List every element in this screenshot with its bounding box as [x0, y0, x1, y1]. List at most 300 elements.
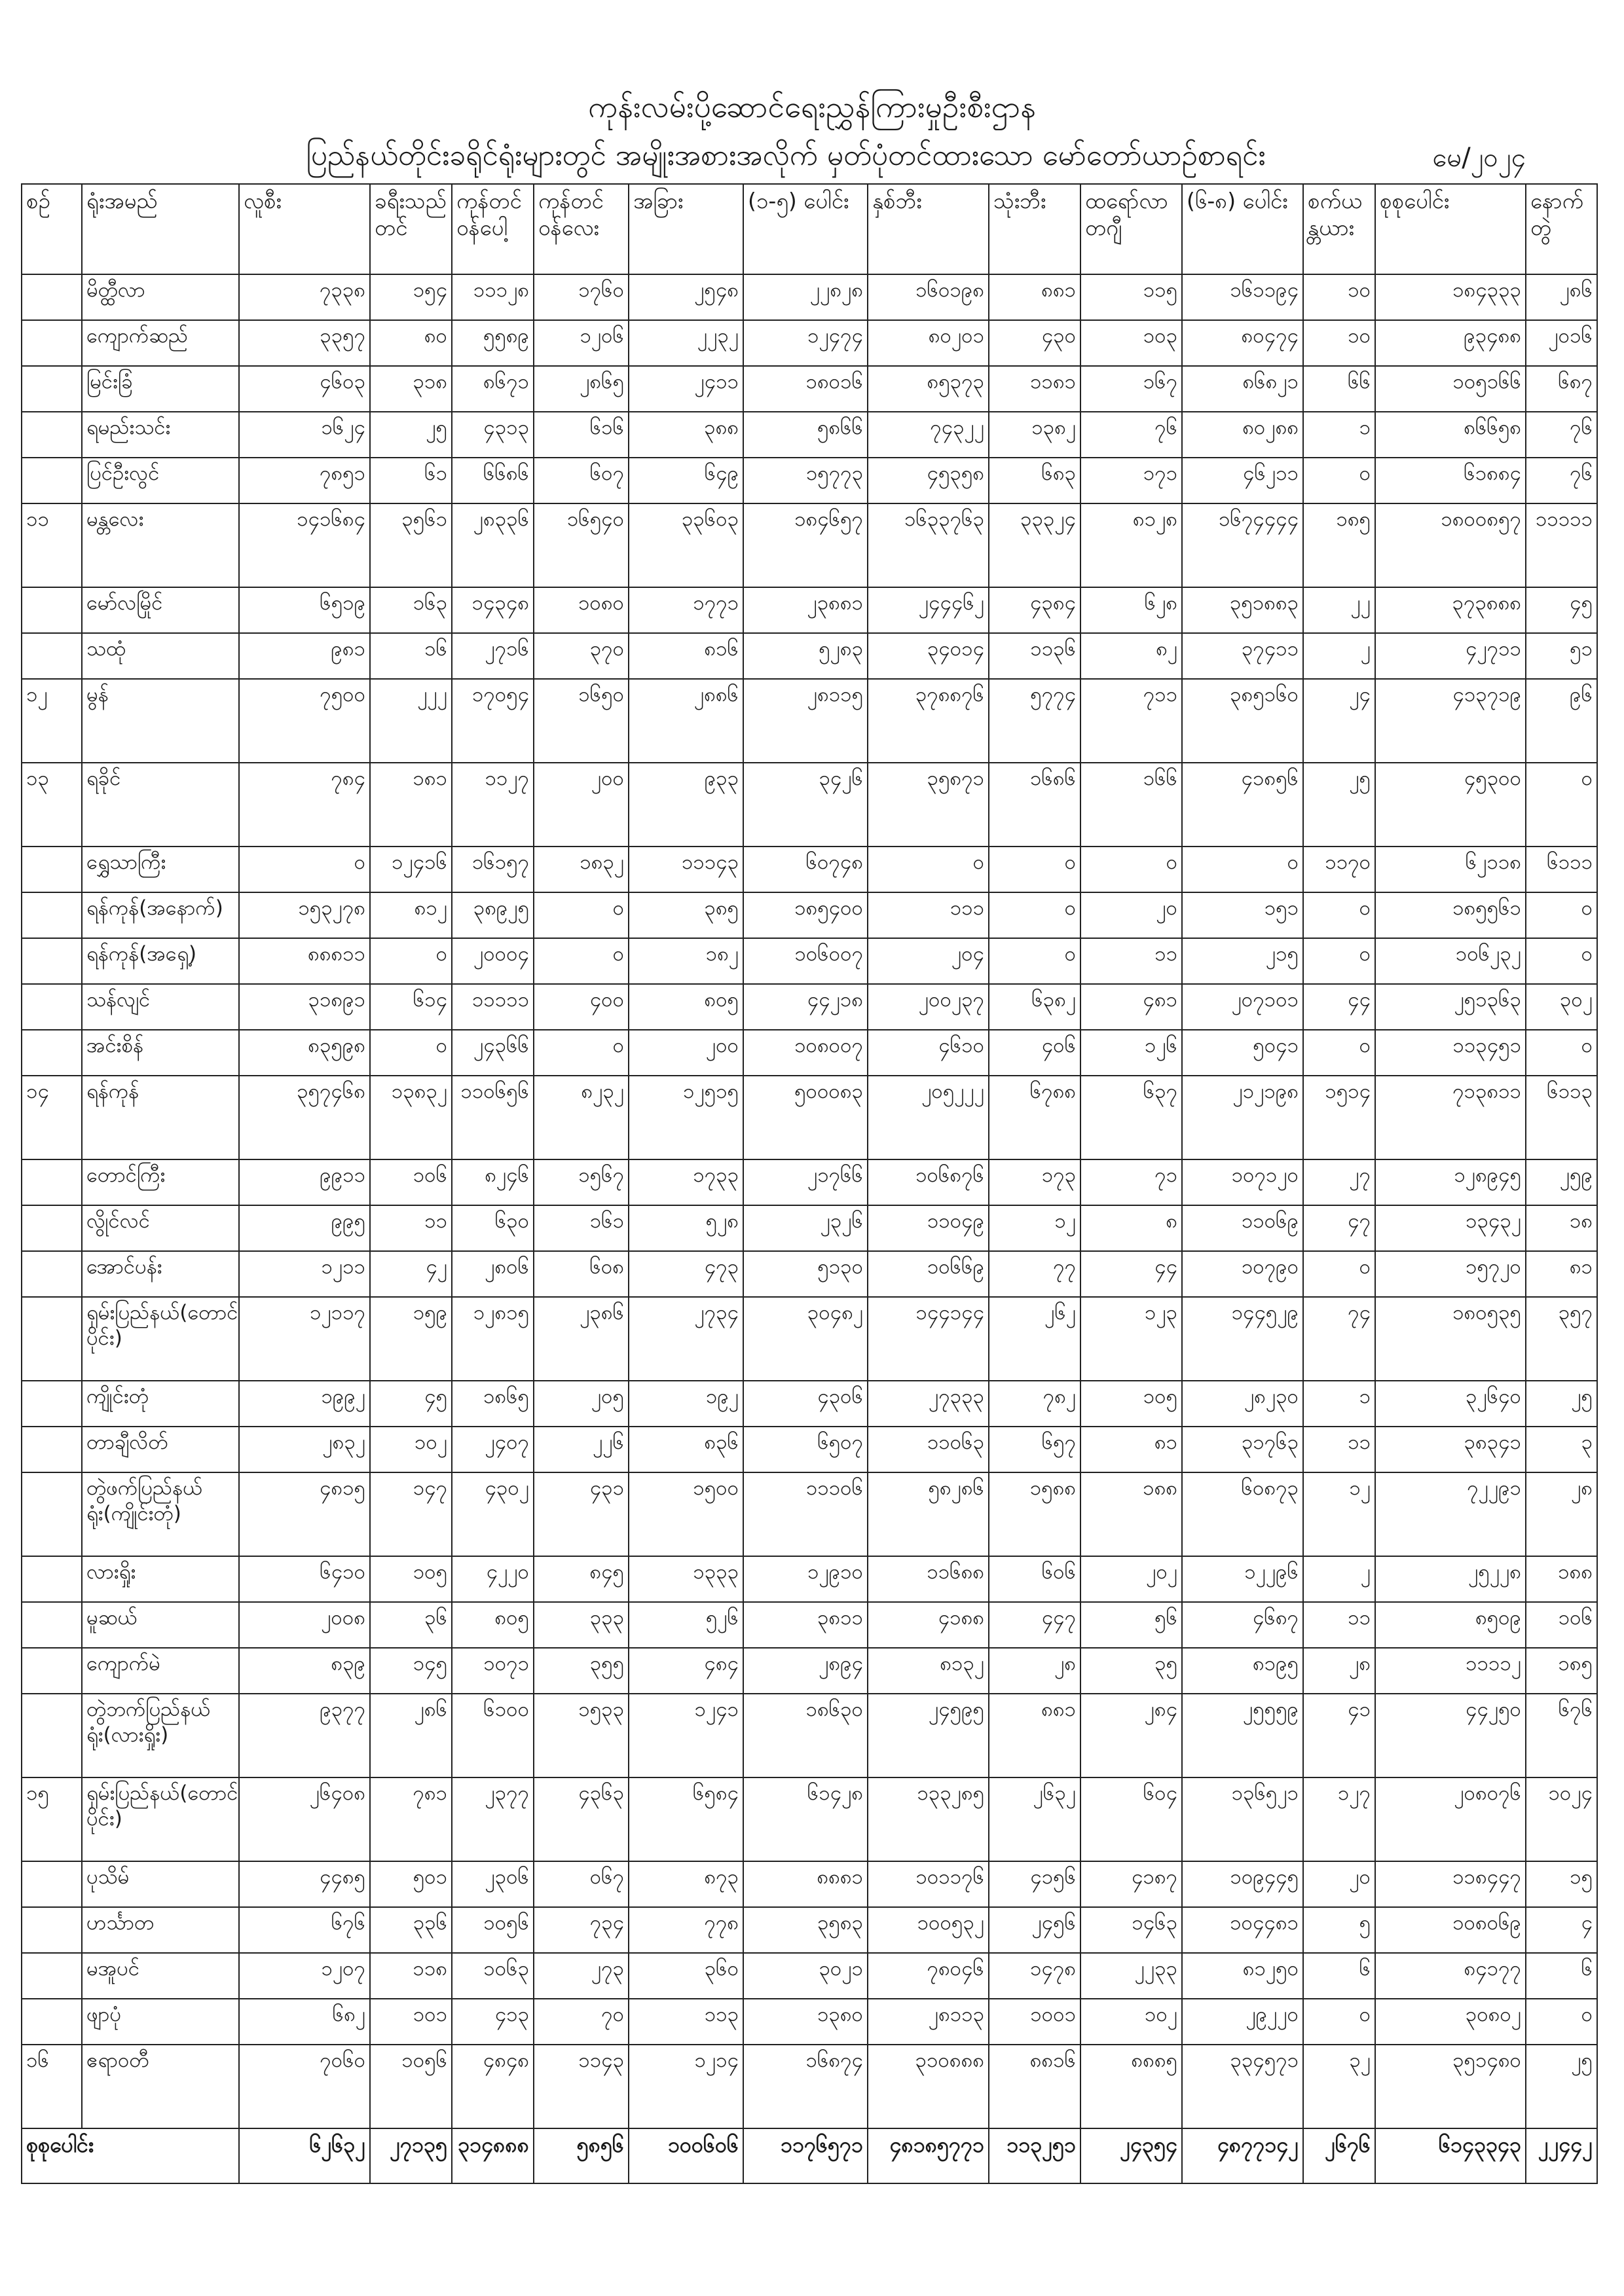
cell-value: ၁၅၆၇ [534, 1159, 629, 1205]
cell-value: ၀ [1303, 1251, 1375, 1297]
cell-value: ၁၈၅ [1303, 503, 1375, 587]
cell-value: ၇၇၈ [629, 1907, 743, 1953]
header-row [22, 184, 1597, 274]
cell-value: ၅၈၆၆ [743, 412, 868, 458]
cell-value: ၈၈၁၆ [989, 2045, 1080, 2128]
cell-value: ၅၁၃၀ [743, 1251, 868, 1297]
cell-value: ၃၂ [1303, 2045, 1375, 2128]
column-header: ထရော်လာ တဂျီ [1080, 184, 1182, 274]
cell-value: ၈၁၉၅ [1182, 1648, 1303, 1694]
cell-value: ၇၈၅၁ [239, 458, 370, 503]
cell-value: ၄၄၇ [989, 1602, 1080, 1648]
cell-value: ၀ [1526, 892, 1597, 938]
office-name: မန္တလေး [82, 503, 239, 587]
cell-value: ၆၅၀၇ [743, 1427, 868, 1472]
cell-value: ၇၅၀၀ [239, 679, 370, 763]
total-label: စုစုပေါင်း [22, 2128, 239, 2183]
cell-value: ၁၁၀၆၅၆ [452, 1076, 534, 1159]
cell-value: ၄၅ [1526, 587, 1597, 633]
table-row [22, 503, 1597, 587]
cell-value: ၁၆၇ [1080, 366, 1182, 412]
cell-value: ၄၆၂၁၁ [1182, 458, 1303, 503]
total-value: ၅၈၅၆ [534, 2128, 629, 2183]
cell-value: ၄၁၈၈ [868, 1602, 989, 1648]
cell-value: ၀ [868, 847, 989, 892]
cell-value: ၁၈၀၀၈၅၇ [1375, 503, 1526, 587]
cell-value: ၈၂၃၂ [534, 1076, 629, 1159]
cell-value: ၁ [1303, 1381, 1375, 1427]
cell-value: ၈၆၈၂၁ [1182, 366, 1303, 412]
table-row [22, 938, 1597, 984]
cell-value: ၄၃၀၆ [743, 1381, 868, 1427]
office-name: မူဆယ် [82, 1602, 239, 1648]
cell-value: ၀ [1080, 847, 1182, 892]
cell-value: ၂၂၃၂ [629, 320, 743, 366]
cell-value: ၆၄၁၀ [239, 1556, 370, 1602]
cell-value: ၃၁၈၉၁ [239, 984, 370, 1030]
cell-value: ၂၁၂၁၉၈ [1182, 1076, 1303, 1159]
cell-value: ၁၈၀၅၃၅ [1375, 1297, 1526, 1381]
row-serial: ၁၃ [22, 763, 82, 847]
office-name: အောင်ပန်း [82, 1251, 239, 1297]
cell-value: ၁၁၆၈၈ [868, 1556, 989, 1602]
cell-value: ၆၁၁၁ [1526, 847, 1597, 892]
cell-value: ၁၁၁၁၁ [452, 984, 534, 1030]
cell-value: ၁၀၆၃ [452, 1953, 534, 1999]
cell-value: ၁၈၄၆၅၇ [743, 503, 868, 587]
cell-value: ၀ [534, 938, 629, 984]
cell-value: ၄၄၈၅ [239, 1861, 370, 1907]
cell-value: ၄၈၁ [1080, 984, 1182, 1030]
row-serial: ၁၂ [22, 679, 82, 763]
cell-value: ၈၀၄၇၄ [1182, 320, 1303, 366]
cell-value: ၁၇၃၃ [629, 1159, 743, 1205]
cell-value: ၄၁၈၅၆ [1182, 763, 1303, 847]
cell-value: ၂၈ [1303, 1648, 1375, 1694]
cell-value: ၁၂၁၁၇ [239, 1297, 370, 1381]
cell-value: ၃၅၈၇၁ [868, 763, 989, 847]
cell-value: ၁၈၅ [1526, 1648, 1597, 1694]
cell-value: ၁၈၅၄၀၀ [743, 892, 868, 938]
row-serial [22, 1648, 82, 1694]
cell-value: ၂၀၀ [534, 763, 629, 847]
cell-value: ၂၃၀၆ [452, 1861, 534, 1907]
cell-value: ၆၇၆ [239, 1907, 370, 1953]
cell-value: ၁၀၈၀ [534, 587, 629, 633]
cell-value: ၂၈ [989, 1648, 1080, 1694]
cell-value: ၃၀၄၈၂ [743, 1297, 868, 1381]
cell-value: ၁၁၀၆၃ [868, 1427, 989, 1472]
cell-value: ၁၁၃၆ [989, 633, 1080, 679]
row-serial: ၁၄ [22, 1076, 82, 1159]
cell-value: ၆၆၈၆ [452, 458, 534, 503]
cell-value: ၈၀၅ [452, 1602, 534, 1648]
cell-value: ၆၅၈၄ [629, 1777, 743, 1861]
cell-value: ၁၅၇၇၃ [743, 458, 868, 503]
cell-value: ၁၂ [1303, 1472, 1375, 1556]
cell-value: ၁၁၁ [868, 892, 989, 938]
cell-value: ၁၁၁၁၂ [1375, 1648, 1526, 1694]
cell-value: ၄၇ [1303, 1205, 1375, 1251]
cell-value: ၄၁၃၇၁၉ [1375, 679, 1526, 763]
cell-value: ၈၁၂ [370, 892, 452, 938]
cell-value: ၂၆၃၂ [989, 1777, 1080, 1861]
cell-value: ၂၀ [1080, 892, 1182, 938]
cell-value: ၀ [1182, 847, 1303, 892]
cell-value: ၁၀၁၁၇၆ [868, 1861, 989, 1907]
cell-value: ၁၆၈၆ [989, 763, 1080, 847]
cell-value: ၁၀၈၀၀၇ [743, 1030, 868, 1076]
cell-value: ၈၃၉ [239, 1648, 370, 1694]
cell-value: ၆၀၈၇၃ [1182, 1472, 1303, 1556]
cell-value: ၆၁၁၃ [1526, 1076, 1597, 1159]
cell-value: ၁၁၈ [370, 1953, 452, 1999]
cell-value: ၄၁၅၆ [989, 1861, 1080, 1907]
cell-value: ၆၃၀ [452, 1205, 534, 1251]
cell-value: ၈၀၂၀၁ [868, 320, 989, 366]
cell-value: ၂၈၃၃၆ [452, 503, 534, 587]
table-row [22, 847, 1597, 892]
cell-value: ၇၂၂၉၁ [1375, 1472, 1526, 1556]
cell-value: ၁၄၄၁၄၄ [868, 1297, 989, 1381]
cell-value: ၁၂၁၁ [239, 1251, 370, 1297]
cell-value: ၉၃၃ [629, 763, 743, 847]
cell-value: ၉၉၅ [239, 1205, 370, 1251]
cell-value: ၆၅၇ [989, 1427, 1080, 1472]
cell-value: ၃၇၃၈၈၈ [1375, 587, 1526, 633]
cell-value: ၁၀၇၉၀ [1182, 1251, 1303, 1297]
cell-value: ၁၂၀၆ [534, 320, 629, 366]
row-serial [22, 1472, 82, 1556]
cell-value: ၃၃၆၀၃ [629, 503, 743, 587]
cell-value: ၀ [534, 892, 629, 938]
cell-value: ၁၅၃၂၇၈ [239, 892, 370, 938]
cell-value: ၄၄ [1080, 1251, 1182, 1297]
cell-value: ၂၈၉၄ [743, 1648, 868, 1694]
cell-value: ၈၃၆ [629, 1427, 743, 1472]
table-row [22, 1205, 1597, 1251]
table-row [22, 1427, 1597, 1472]
cell-value: ၀ [1303, 1030, 1375, 1076]
cell-value: ၂၇၁၆ [452, 633, 534, 679]
cell-value: ၇၀ [534, 1999, 629, 2045]
cell-value: ၄၄ [1303, 984, 1375, 1030]
cell-value: ၁၀၆ [370, 1159, 452, 1205]
cell-value: ၁၄၁၆၈၄ [239, 503, 370, 587]
cell-value: ၀ [1303, 458, 1375, 503]
cell-value: ၁၀၂ [370, 1427, 452, 1472]
table-row [22, 1694, 1597, 1777]
office-name: ပုသိမ် [82, 1861, 239, 1907]
cell-value: ၀ [370, 1030, 452, 1076]
cell-value: ၁၀၆၂၃၂ [1375, 938, 1526, 984]
cell-value: ၁၂၄၇၄ [743, 320, 868, 366]
table-row [22, 1030, 1597, 1076]
cell-value: ၁၆၆ [1080, 763, 1182, 847]
cell-value: ၄၄၂၁၈ [743, 984, 868, 1030]
cell-value: ၄၈၄၈ [452, 2045, 534, 2128]
cell-value: ၀ [534, 1030, 629, 1076]
cell-value: ၂၄၄၄၆၂ [868, 587, 989, 633]
cell-value: ၁၇၇၁ [629, 587, 743, 633]
cell-value: ၁၃၄၃၂ [1375, 1205, 1526, 1251]
column-header: လူစီး [239, 184, 370, 274]
office-name: မြင်းခြံ [82, 366, 239, 412]
cell-value: ၁၅၈၈ [989, 1472, 1080, 1556]
cell-value: ၄၈၄ [629, 1648, 743, 1694]
cell-value: ၁၀၂ [1080, 1999, 1182, 2045]
table-row [22, 587, 1597, 633]
cell-value: ၁၄၃၄၈ [452, 587, 534, 633]
cell-value: ၀ [1526, 938, 1597, 984]
cell-value: ၈၀၂၈၈ [1182, 412, 1303, 458]
cell-value: ၆ [1526, 1953, 1597, 1999]
office-name: ရမည်းသင်း [82, 412, 239, 458]
cell-value: ၁၁၃ [629, 1999, 743, 2045]
total-value: ၁၀၀၆၀၆ [629, 2128, 743, 2183]
cell-value: ၂၅ [370, 412, 452, 458]
column-header: (၆-၈) ပေါင်း [1182, 184, 1303, 274]
cell-value: ၁၀၅ [370, 1556, 452, 1602]
total-value: ၁၁၃၂၅၁ [989, 2128, 1080, 2183]
cell-value: ၄၂ [370, 1251, 452, 1297]
office-name: သထုံ [82, 633, 239, 679]
column-header: နှစ်ဘီး [868, 184, 989, 274]
cell-value: ၈၂၄၆ [452, 1159, 534, 1205]
cell-value: ၃၇၄၁၁ [1182, 633, 1303, 679]
cell-value: ၁၇၃ [989, 1159, 1080, 1205]
cell-value: ၂၅ [1526, 1381, 1597, 1427]
cell-value: ၆၁၄၂၈ [743, 1777, 868, 1861]
table-row [22, 1907, 1597, 1953]
row-serial [22, 1251, 82, 1297]
cell-value: ၈၈၁ [989, 1694, 1080, 1777]
table-row [22, 679, 1597, 763]
cell-value: ၁၅၇၂၀ [1375, 1251, 1526, 1297]
cell-value: ၁၀၅၁၆၆ [1375, 366, 1526, 412]
cell-value: ၆၁၈၈၄ [1375, 458, 1526, 503]
cell-value: ၄၁ [1303, 1694, 1375, 1777]
cell-value: ၁၃၃၃ [629, 1556, 743, 1602]
cell-value: ၁၂၉၁၀ [743, 1556, 868, 1602]
cell-value: ၇၄ [1303, 1297, 1375, 1381]
office-name: တာချီလိတ် [82, 1427, 239, 1472]
cell-value: ၁၈၆၅ [452, 1381, 534, 1427]
total-row [22, 2128, 1597, 2183]
cell-value: ၀ [1303, 892, 1375, 938]
cell-value: ၈၁၂၅၀ [1182, 1953, 1303, 1999]
cell-value: ၆၃၈၂ [989, 984, 1080, 1030]
cell-value: ၁၂၈၉၄၅ [1375, 1159, 1526, 1205]
cell-value: ၁၂၈၁၅ [452, 1297, 534, 1381]
cell-value: ၁၄၇၈ [989, 1953, 1080, 1999]
cell-value: ၃၃၅၇ [239, 320, 370, 366]
cell-value: ၃၅၈၃ [743, 1907, 868, 1953]
cell-value: ၂၃၇၇ [452, 1777, 534, 1861]
cell-value: ၆၄၉ [629, 458, 743, 503]
cell-value: ၁၆၇၄၄၄၄ [1182, 503, 1303, 587]
cell-value: ၂၀၈၀၇၆ [1375, 1777, 1526, 1861]
office-name: ရန်ကုန်(အနောက်) [82, 892, 239, 938]
cell-value: ၃၈၃၄၁ [1375, 1427, 1526, 1472]
cell-value: ၃၈၁၁ [743, 1602, 868, 1648]
row-serial [22, 1694, 82, 1777]
cell-value: ၆၂၈ [1080, 587, 1182, 633]
cell-value: ၄၃၀၂ [452, 1472, 534, 1556]
cell-value: ၁၈ [1526, 1205, 1597, 1251]
row-serial [22, 847, 82, 892]
cell-value: ၁၀၉၄၄၅ [1182, 1861, 1303, 1907]
cell-value: ၂၈၀၆ [452, 1251, 534, 1297]
cell-value: ၇၆ [1526, 412, 1597, 458]
cell-value: ၁၆၈၇၄ [743, 2045, 868, 2128]
cell-value: ၆၁ [370, 458, 452, 503]
cell-value: ၃၃၄၅၇၁ [1182, 2045, 1303, 2128]
total-value: ၆၂၆၃၂ [239, 2128, 370, 2183]
cell-value: ၄၈၁၅ [239, 1472, 370, 1556]
cell-value: ၈၇၃ [629, 1861, 743, 1907]
cell-value: ၇၁၁ [1080, 679, 1182, 763]
cell-value: ၂၇၃၃၃ [868, 1381, 989, 1427]
cell-value: ၂ [1303, 1556, 1375, 1602]
cell-value: ၂၅၄၈ [629, 274, 743, 320]
column-header: ခရီးသည်တင် [370, 184, 452, 274]
cell-value: ၂၀၁၆ [1526, 320, 1597, 366]
cell-value: ၄၂၇၁၁ [1375, 633, 1526, 679]
table-row [22, 1556, 1597, 1602]
cell-value: ၁၆၀၁၉၈ [868, 274, 989, 320]
cell-value: ၁၄၇ [370, 1472, 452, 1556]
cell-value: ၈၈၈၁ [743, 1861, 868, 1907]
cell-value: ၉၃၄၈၈ [1375, 320, 1526, 366]
cell-value: ၄၃၁၃ [452, 412, 534, 458]
cell-value: ၂၃၈၈၁ [743, 587, 868, 633]
cell-value: ၃၅၁၈၈၃ [1182, 587, 1303, 633]
cell-value: ၄၀၆ [989, 1030, 1080, 1076]
row-serial [22, 366, 82, 412]
cell-value: ၂၅ [1303, 763, 1375, 847]
cell-value: ၁၄၅ [370, 1648, 452, 1694]
cell-value: ၁၀၇၁ [452, 1648, 534, 1694]
cell-value: ၂၅ [1526, 2045, 1597, 2128]
cell-value: ၂၉၂၂၀ [1182, 1999, 1303, 2045]
cell-value: ၀ [1303, 938, 1375, 984]
cell-value: ၁၁၂၇ [452, 763, 534, 847]
cell-value: ၄၃၈၄ [989, 587, 1080, 633]
office-name: မအူပင် [82, 1953, 239, 1999]
table-row [22, 274, 1597, 320]
cell-value: ၀ [1526, 763, 1597, 847]
office-name: ရွှေသာကြီး [82, 847, 239, 892]
cell-value: ၀ [1303, 1999, 1375, 2045]
cell-value: ၁၆၂၄ [239, 412, 370, 458]
cell-value: ၁၆၃ [370, 587, 452, 633]
cell-value: ၅၆ [1080, 1602, 1182, 1648]
row-serial [22, 1159, 82, 1205]
row-serial [22, 1602, 82, 1648]
cell-value: ၁၈၅၅၆၁ [1375, 892, 1526, 938]
cell-value: ၂၄ [1303, 679, 1375, 763]
table-row [22, 1777, 1597, 1861]
row-serial [22, 1556, 82, 1602]
cell-value: ၂၀၀၂၃၇ [868, 984, 989, 1030]
cell-value: ၁၂၄၁၆ [370, 847, 452, 892]
cell-value: ၁၆၁၁၉၄ [1182, 274, 1303, 320]
office-name: တွဲဖက်ပြည်နယ်ရုံး(ကျိုင်းတုံ) [82, 1472, 239, 1556]
cell-value: ၂၀၅ [534, 1381, 629, 1427]
cell-value: ၁၇၁ [1080, 458, 1182, 503]
row-serial [22, 1297, 82, 1381]
cell-value: ၂၀၀၈ [239, 1602, 370, 1648]
cell-value: ၂၃၂၆ [743, 1205, 868, 1251]
cell-value: ၂၈၆ [370, 1694, 452, 1777]
column-header: စုစုပေါင်း [1375, 184, 1526, 274]
cell-value: ၂၅၂၂၈ [1375, 1556, 1526, 1602]
cell-value: ၃၁၀၈၈၈ [868, 2045, 989, 2128]
cell-value: ၁၀၈၀၆၉ [1375, 1907, 1526, 1953]
cell-value: ၁၅၃၃ [534, 1694, 629, 1777]
cell-value: ၄၆၀၃ [239, 366, 370, 412]
table-row [22, 1648, 1597, 1694]
cell-value: ၆၀၄ [1080, 1777, 1182, 1861]
cell-value: ၂၈၁၁၅ [743, 679, 868, 763]
cell-value: ၁၉၉၂ [239, 1381, 370, 1427]
cell-value: ၂၈၆ [1526, 274, 1597, 320]
row-serial [22, 1427, 82, 1472]
cell-value: ၅၀၀၀၈၃ [743, 1076, 868, 1159]
cell-value: ၂၀၀၀၄ [452, 938, 534, 984]
cell-value: ၁၁၁၀၆ [743, 1472, 868, 1556]
cell-value: ၈၂ [1080, 633, 1182, 679]
cell-value: ၄၆၁၀ [868, 1030, 989, 1076]
cell-value: ၁၂၁၄ [629, 2045, 743, 2128]
cell-value: ၅၂၈ [629, 1205, 743, 1251]
table-row [22, 892, 1597, 938]
row-serial [22, 1907, 82, 1953]
cell-value: ၇၀၆၀ [239, 2045, 370, 2128]
cell-value: ၄၀၀ [534, 984, 629, 1030]
cell-value: ၂၆၄၀၈ [239, 1777, 370, 1861]
cell-value: ၇၇ [989, 1251, 1080, 1297]
cell-value: ၁၇၀၅၄ [452, 679, 534, 763]
cell-value: ၇၈၀၄၆ [868, 1953, 989, 1999]
cell-value: ၈၈၈၁၁ [239, 938, 370, 984]
cell-value: ၅၈၂၈၆ [868, 1472, 989, 1556]
cell-value: ၁၆၅၀ [534, 679, 629, 763]
cell-value: ၁၆၃၃၇၆၃ [868, 503, 989, 587]
table-row [22, 1159, 1597, 1205]
office-name: ရှမ်းပြည်နယ်(တောင်ပိုင်း) [82, 1777, 239, 1861]
row-serial [22, 587, 82, 633]
total-value: ၄၈၁၈၅၇၇၁ [868, 2128, 989, 2183]
cell-value: ၁၂၆ [1080, 1030, 1182, 1076]
cell-value: ၆၇၈၈ [989, 1076, 1080, 1159]
cell-value: ၁၀၅၆ [370, 2045, 452, 2128]
total-value: ၄၈၇၇၁၄၂ [1182, 2128, 1303, 2183]
cell-value: ၆ [1303, 1953, 1375, 1999]
cell-value: ၄၁၈၇ [1080, 1861, 1182, 1907]
cell-value: ၁၁ [1303, 1427, 1375, 1472]
cell-value: ၁၃၈၀ [743, 1999, 868, 2045]
table-row [22, 1602, 1597, 1648]
cell-value: ၁၁ [1303, 1602, 1375, 1648]
cell-value: ၃၁၇၆၃ [1182, 1427, 1303, 1472]
column-header: အခြား [629, 184, 743, 274]
office-name: မိတ္ထီလာ [82, 274, 239, 320]
table-row [22, 1472, 1597, 1556]
cell-value: ၁၈၂ [629, 938, 743, 984]
table-row [22, 1381, 1597, 1427]
